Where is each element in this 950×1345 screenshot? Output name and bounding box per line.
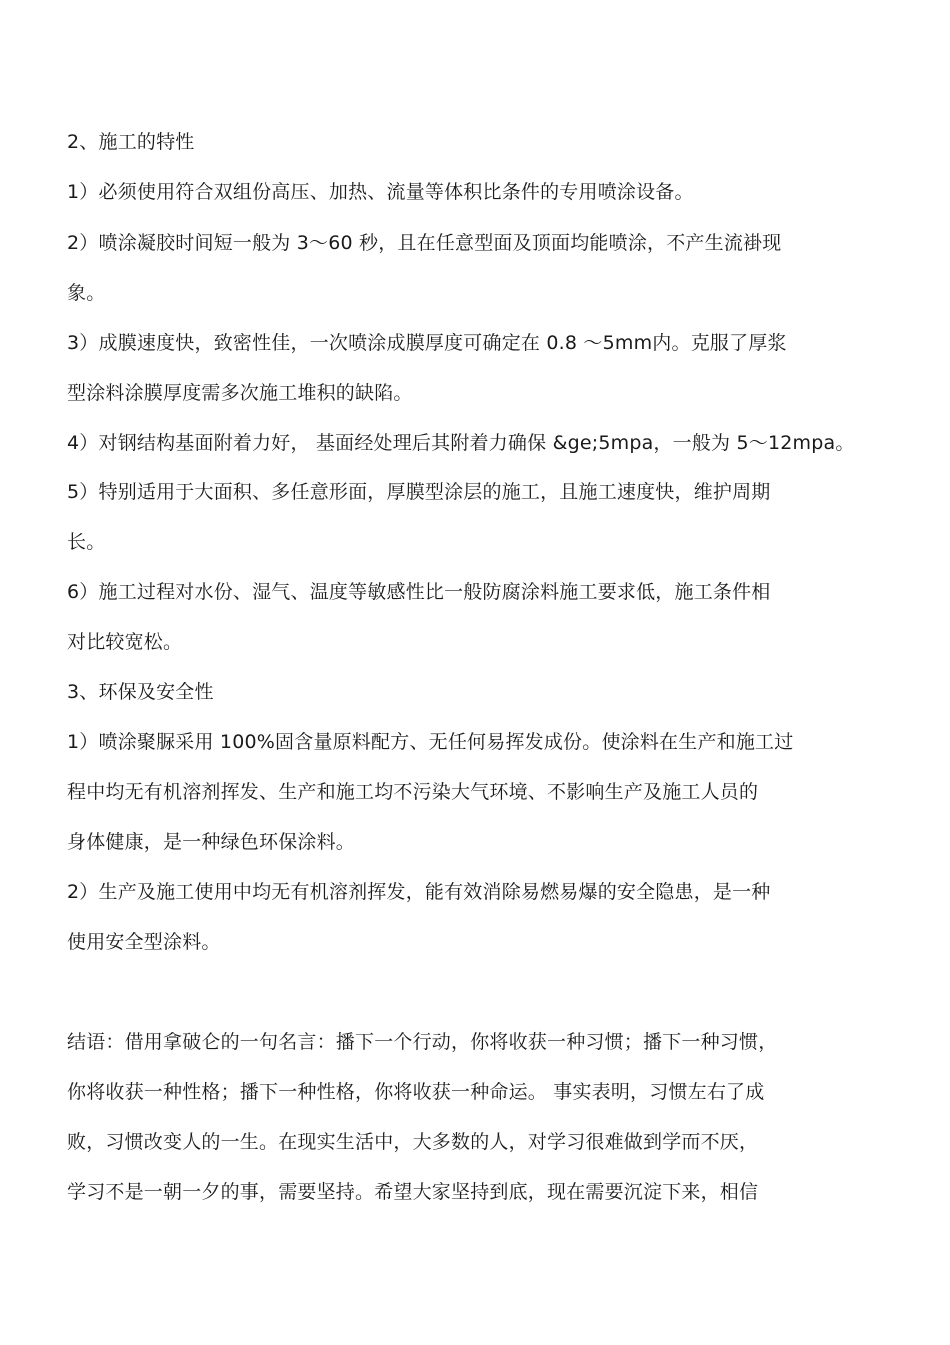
paragraph-line: 长。 <box>67 531 106 553</box>
paragraph-line: 型涂料涂膜厚度需多次施工堆积的缺陷。 <box>67 382 413 404</box>
paragraph-line: 身体健康，是一种绿色环保涂料。 <box>67 831 356 853</box>
paragraph-line: 使用安全型涂料。 <box>67 931 221 953</box>
paragraph-line: 1）必须使用符合双组份高压、加热、流量等体积比条件的专用喷涂设备。 <box>67 181 694 203</box>
paragraph-line: 1）喷涂聚脲采用 100%固含量原料配方、无任何易挥发成份。使涂料在生产和施工过 <box>67 731 794 753</box>
paragraph-line: 象。 <box>67 282 106 304</box>
paragraph-line: 对比较宽松。 <box>67 631 183 653</box>
paragraph-line: 5）特别适用于大面积、多任意形面，厚膜型涂层的施工，且施工速度快，维护周期 <box>67 481 771 503</box>
paragraph-line: 4）对钢结构基面附着力好， 基面经处理后其附着力确保 &ge;5mpa，一般为 5～12mpa。 <box>67 432 855 454</box>
paragraph-line: 程中均无有机溶剂挥发、生产和施工均不污染大气环境、不影响生产及施工人员的 <box>67 781 759 803</box>
closing-line: 结语：借用拿破仑的一句名言：播下一个行动，你将收获一种习惯；播下一种习惯， <box>67 1031 778 1053</box>
paragraph-line: 2）生产及施工使用中均无有机溶剂挥发，能有效消除易燃易爆的安全隐患，是一种 <box>67 881 771 903</box>
paragraph-line: 2）喷涂凝胶时间短一般为 3～60 秒，且在任意型面及顶面均能喷涂，不产生流褂现 <box>67 232 782 254</box>
paragraph-line: 3）成膜速度快，致密性佳，一次喷涂成膜厚度可确定在 0.8 ～5mm内。克服了厚浆 <box>67 332 787 354</box>
section-heading-construction-properties: 2、施工的特性 <box>67 131 195 153</box>
closing-line: 学习不是一朝一夕的事，需要坚持。希望大家坚持到底，现在需要沉淀下来，相信 <box>67 1181 759 1203</box>
closing-line: 你将收获一种性格；播下一种性格，你将收获一种命运。 事实表明，习惯左右了成 <box>67 1081 765 1103</box>
closing-line: 败，习惯改变人的一生。在现实生活中，大多数的人，对学习很难做到学而不厌， <box>67 1131 759 1153</box>
paragraph-line: 6）施工过程对水份、湿气、温度等敏感性比一般防腐涂料施工要求低，施工条件相 <box>67 581 771 603</box>
section-heading-environment-safety: 3、环保及安全性 <box>67 681 214 703</box>
